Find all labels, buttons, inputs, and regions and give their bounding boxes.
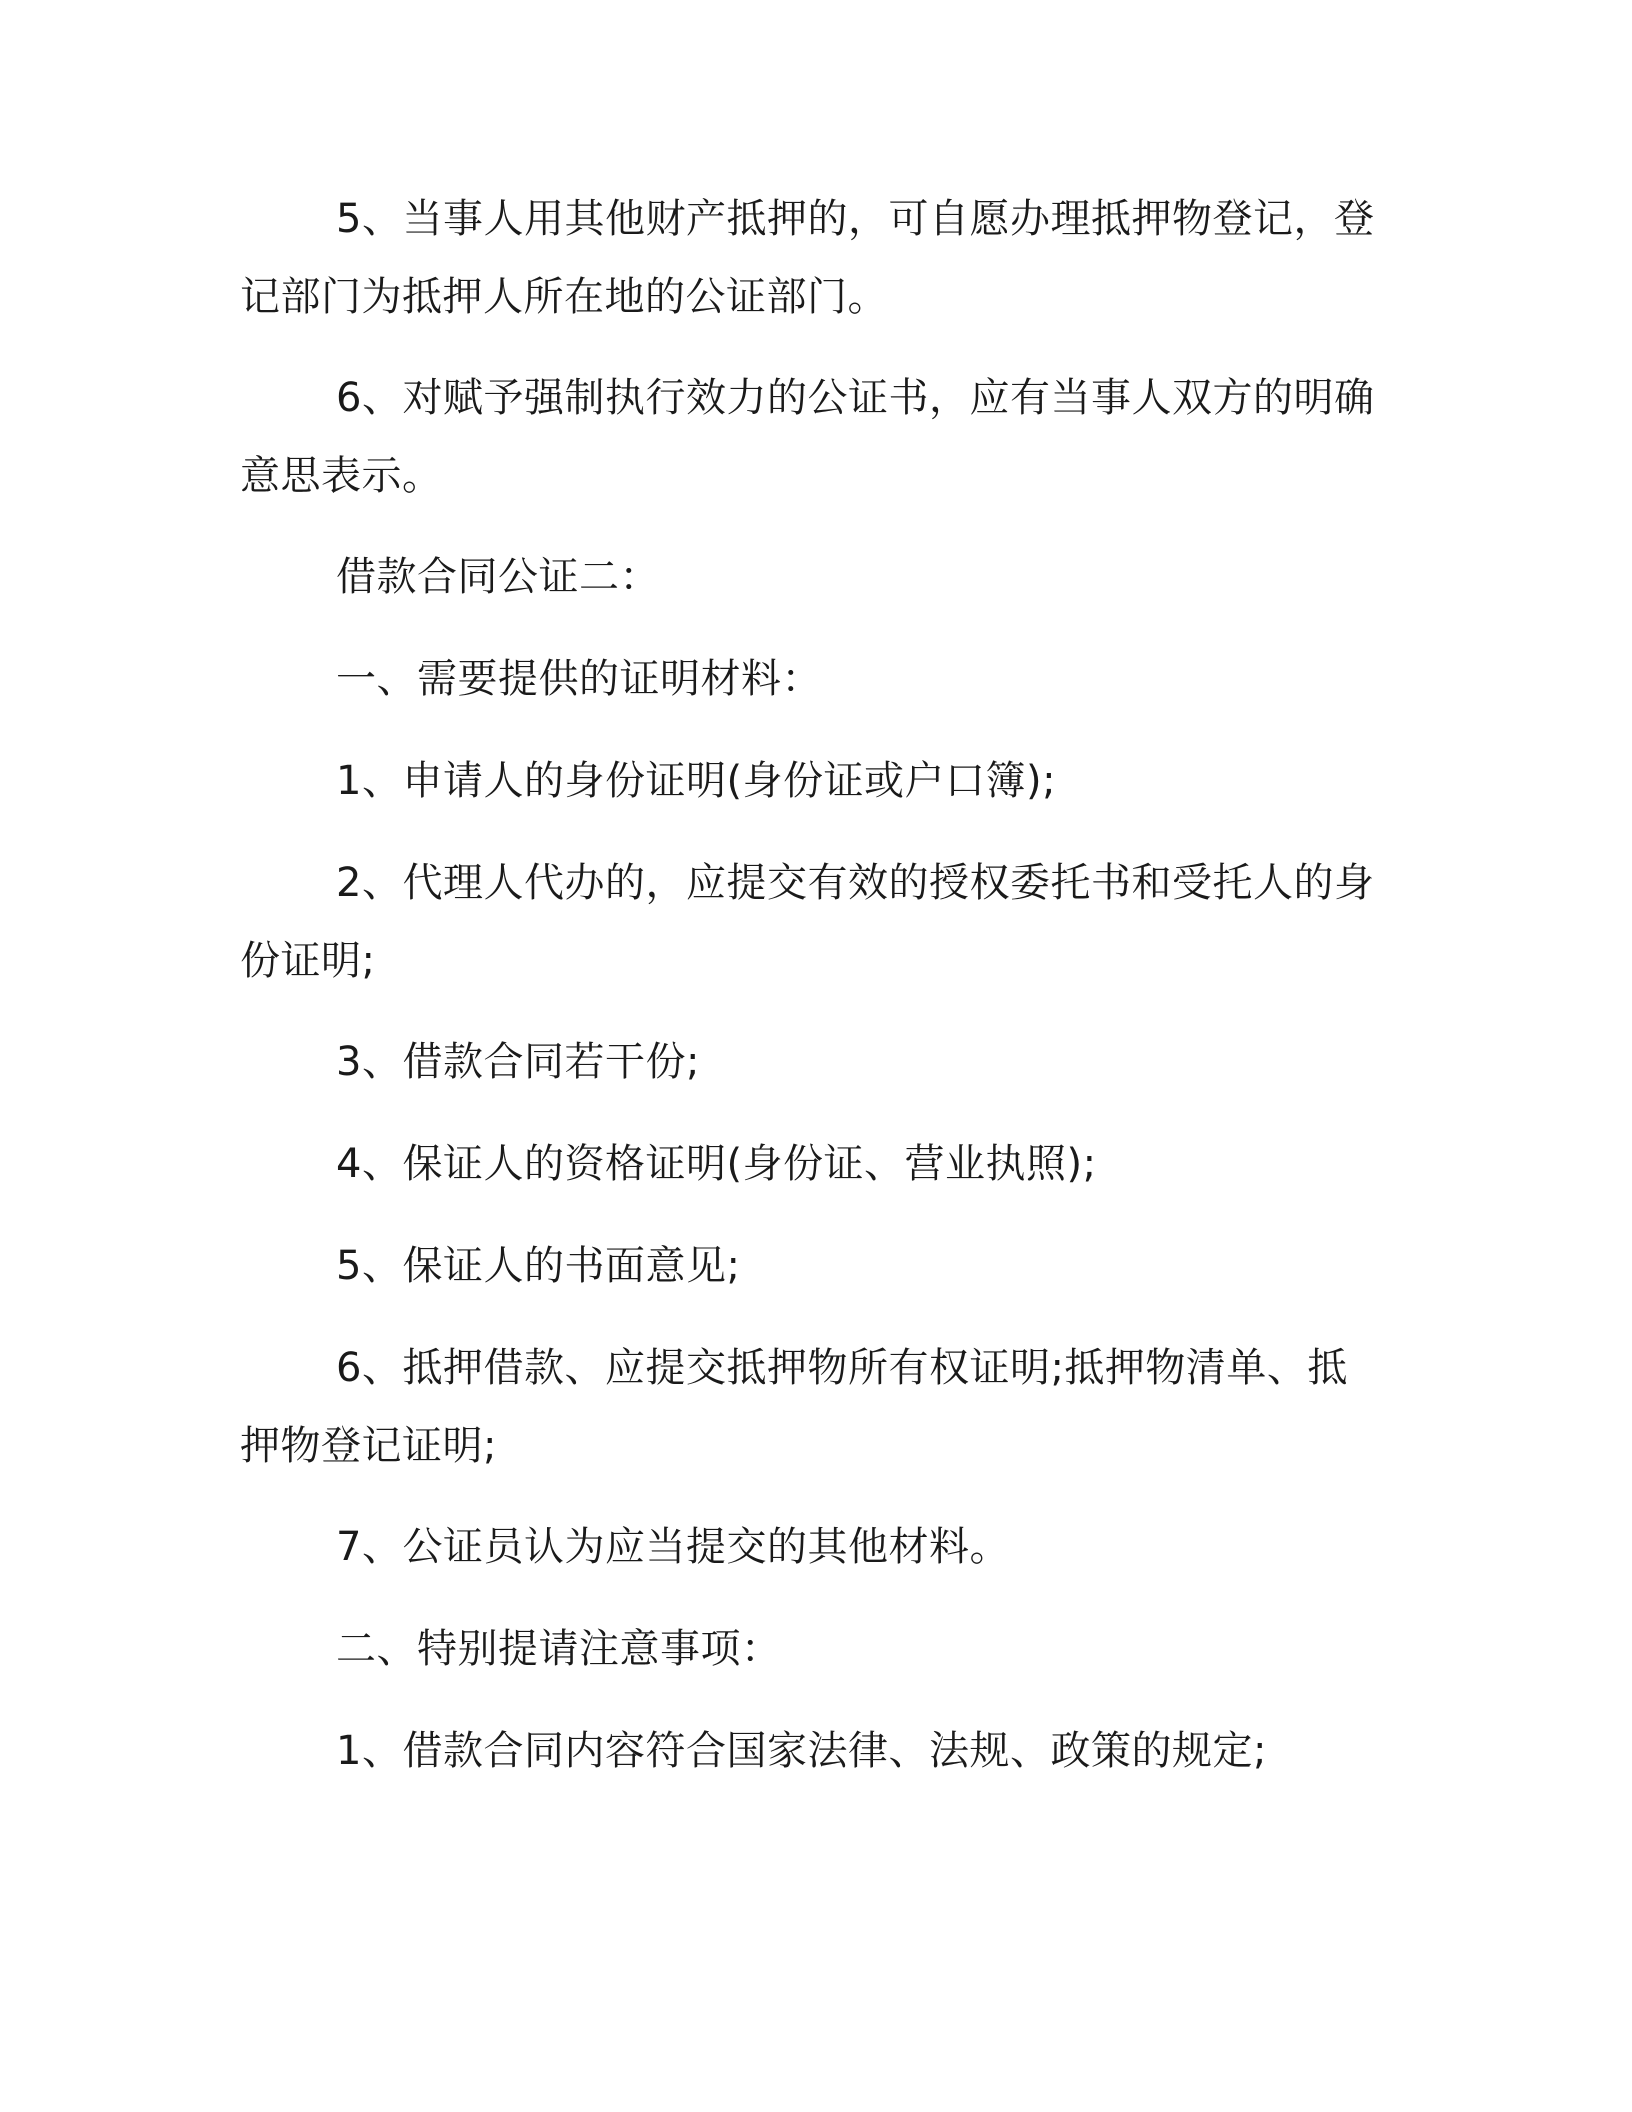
list-item-legal-compliance: 1、借款合同内容符合国家法律、法规、政策的规定; xyxy=(336,1728,1267,1774)
list-item-agent-authorization: 2、代理人代办的，应提交有效的授权委托书和受托人的身份证明; xyxy=(240,860,1375,984)
section-heading-loan-contract-notarization-2: 借款合同公证二： xyxy=(336,554,660,600)
paragraph-enforcement-effect: 6、对赋予强制执行效力的公证书，应有当事人双方的明确意思表示。 xyxy=(240,375,1375,499)
list-item-guarantor-written-opinion: 5、保证人的书面意见; xyxy=(336,1243,741,1289)
list-item-applicant-id: 1、申请人的身份证明(身份证或户口簿); xyxy=(336,758,1057,804)
paragraph-mortgage-registration: 5、当事人用其他财产抵押的，可自愿办理抵押物登记，登记部门为抵押人所在地的公证部门。 xyxy=(240,196,1375,320)
list-item-guarantor-qualification: 4、保证人的资格证明(身份证、营业执照); xyxy=(336,1141,1097,1187)
list-item-loan-contract-copies: 3、借款合同若干份; xyxy=(336,1039,700,1085)
list-item-other-materials: 7、公证员认为应当提交的其他材料。 xyxy=(336,1524,1010,1570)
subheading-special-notes: 二、特别提请注意事项： xyxy=(336,1626,782,1672)
list-item-mortgage-ownership-proof: 6、抵押借款、应提交抵押物所有权证明;抵押物清单、抵押物登记证明; xyxy=(240,1345,1348,1469)
subheading-required-materials: 一、需要提供的证明材料： xyxy=(336,656,822,702)
